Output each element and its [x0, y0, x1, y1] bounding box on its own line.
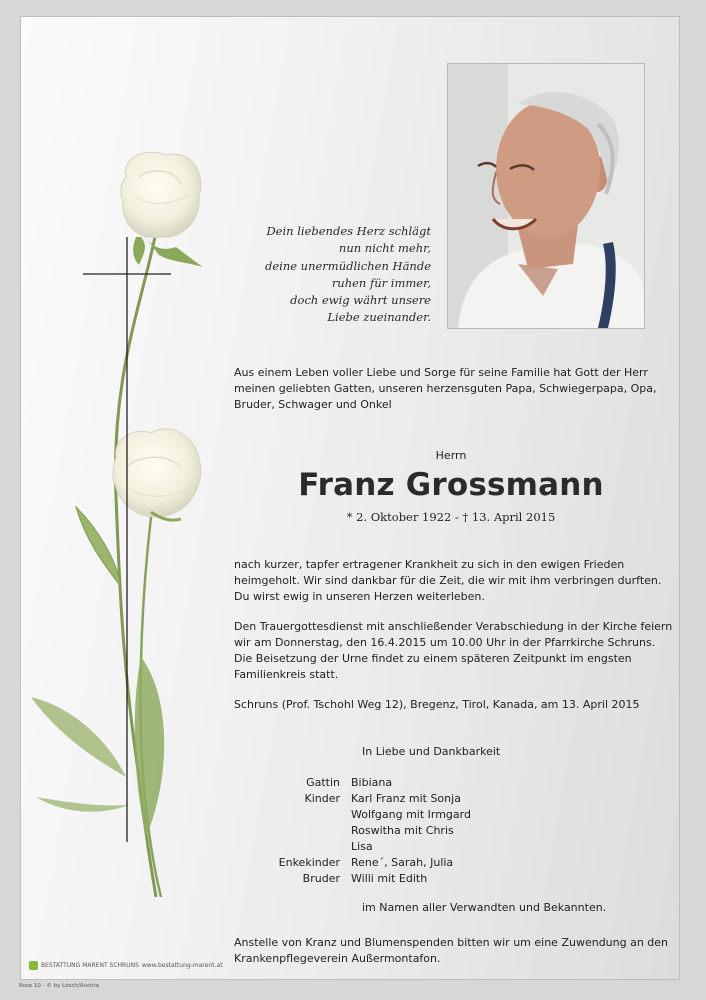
- paragraph-service: [234, 619, 679, 683]
- family-name: Wolfgang mit Irmgard: [351, 808, 471, 821]
- family-name: Rene´, Sarah, Julia: [351, 856, 454, 869]
- family-row: [234, 775, 664, 791]
- thanks-line: In Liebe und Dankbarkeit: [362, 745, 501, 758]
- paragraph-line: Familienkreis statt.: [234, 668, 339, 681]
- place-date: Schruns (Prof. Tschohl Weg 12), Bregenz, Tirol, Kanada, am 13. April 2015: [234, 698, 640, 711]
- family-label: Enkekinder: [278, 856, 340, 869]
- relatives-line: im Namen aller Verwandten und Bekannten.: [362, 901, 607, 914]
- family-label: Gattin: [306, 776, 340, 789]
- paragraph-line: wir am Donnerstag, den 16.4.2015 um 10.00 Uhr in der Pfarrkirche Schruns.: [234, 636, 656, 649]
- paragraph-line: heimgeholt. Wir sind dankbar für die Zeit, die wir mit ihm verbringen durften.: [234, 574, 662, 587]
- leaf-logo-icon: [29, 961, 38, 970]
- intro-text: [234, 365, 674, 413]
- logo-brand: BESTATTUNG MARENT SCHRUNS: [41, 962, 139, 969]
- family-row: [234, 855, 664, 871]
- family-name: Roswitha mit Chris: [351, 824, 454, 837]
- closing-text: [234, 935, 674, 967]
- paragraph-passing: [234, 557, 674, 605]
- deceased-name: Franz Grossmann: [298, 467, 604, 503]
- poem-line: doch ewig währt unsere: [290, 293, 431, 308]
- paragraph-line: Du wirst ewig in unseren Herzen weiterleben.: [234, 590, 485, 603]
- poem-line: Liebe zueinander.: [327, 310, 431, 325]
- paragraph-line: nach kurzer, tapfer ertragener Krankheit zu sich in den ewigen Frieden: [234, 558, 625, 571]
- closing-line: Krankenpflegeverein Außermontafon.: [234, 952, 441, 965]
- poem-line: ruhen für immer,: [331, 275, 431, 290]
- logo-url: www.bestattung-marent.at: [141, 962, 223, 969]
- family-name: Lisa: [351, 840, 373, 853]
- family-label: Kinder: [304, 792, 340, 805]
- salutation: Herrn: [435, 449, 467, 462]
- poem-line: Dein liebendes Herz schlägt: [266, 224, 431, 238]
- closing-line: Anstelle von Kranz und Blumenspenden bitten wir um eine Zuwendung an den: [234, 936, 669, 949]
- intro-line: Aus einem Leben voller Liebe und Sorge für seine Familie hat Gott der Herr: [234, 366, 648, 379]
- family-row: [234, 791, 664, 855]
- intro-line: meinen geliebten Gatten, unseren herzensguten Papa, Schwiegerpapa, Opa,: [234, 382, 657, 395]
- roses-illustration: [21, 137, 221, 907]
- paragraph-line: Den Trauergottesdienst mit anschließender Verabschiedung in der Kirche feiern: [234, 620, 673, 633]
- portrait-photo: [447, 63, 645, 329]
- obituary-page: [19, 16, 680, 989]
- family-row: [234, 871, 664, 887]
- life-dates: * 2. Oktober 1922 - † 13. April 2015: [346, 510, 556, 524]
- family-name: Bibiana: [351, 776, 393, 789]
- poem-line: nun nicht mehr,: [338, 241, 431, 256]
- funeral-home-logo: [29, 961, 223, 970]
- paragraph-line: Die Beisetzung der Urne findet zu einem späteren Zeitpunkt im engsten: [234, 652, 632, 665]
- poem: [221, 223, 431, 327]
- poem-line: deine unermüdlichen Hände: [264, 258, 431, 273]
- family-name: Willi mit Edith: [351, 872, 428, 885]
- family-label: Bruder: [302, 872, 340, 885]
- family-name: Karl Franz mit Sonja: [351, 792, 461, 805]
- intro-line: Bruder, Schwager und Onkel: [234, 398, 392, 411]
- copyright-footer: Rose 10 - © by Lösch/Austria: [19, 983, 100, 989]
- family-list: [234, 775, 664, 887]
